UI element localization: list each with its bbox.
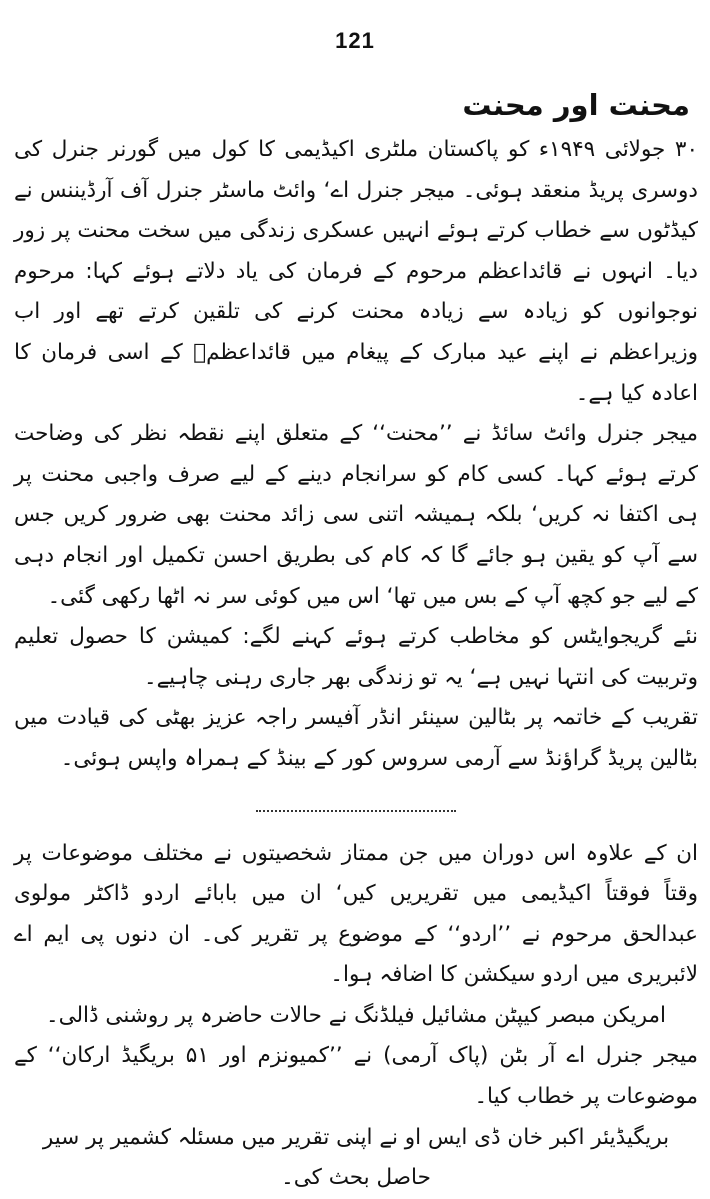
paragraph-graduates-address: نئے گریجوایٹس کو مخاطب کرتے ہوئے کہنے لگے: کمیشن کا حصول تعلیم وتربیت کی انتہا نہیں ہے‘ یہ تو زندگی بھر جاری رہنی چاہیے۔ <box>14 624 698 690</box>
paragraph-white-side-remarks: میجر جنرل وائٹ سائڈ نے ’’محنت‘‘ کے متعلق اپنے نقطہ نظر کی وضاحت کرتے ہوئے کہا۔ کسی کام کو سرانجام دینے کے لیے صرف واجبی محنت پر ہی اکتفا نہ کریں‘ بلکہ ہمیشہ اتنی سی زائد محنت بھی ضرور کریں جس سے آپ کو یقین ہو جائے گا کہ کام کی بطریق احسن تکمیل اور انجام دہی کے لیے جو کچھ آپ کے بس میں تھا‘ اس میں کوئی سر نہ اٹھا رکھی گئی۔ <box>14 421 698 609</box>
paragraph-ceremony-end: تقریب کے خاتمہ پر بٹالین سینئر انڈر آفیسر راجہ عزیز بھٹی کی قیادت میں بٹالین پریڈ گراؤنڈ سے آرمی سروس کور کے بینڈ کے ہمراہ واپس ہوئی۔ <box>14 705 698 771</box>
page-body <box>14 84 698 1199</box>
paragraph-other-speakers: ان کے علاوہ اس دوران میں جن ممتاز شخصیتوں نے مختلف موضوعات پر وقتاً فوقتاً اکیڈیمی میں تقریریں کیں‘ ان میں بابائے اردو ڈاکٹر مولوی عبدالحق مرحوم نے ’’اردو‘‘ کے موضوع پر تقریر کی۔ ان دنوں پی ایم اے لائبریری میں اردو سیکشن کا اضافہ ہوا۔ <box>14 840 698 988</box>
section-divider <box>256 810 456 812</box>
paragraph-parade-1949: ۳۰ جولائی ۱۹۴۹ء کو پاکستان ملٹری اکیڈیمی کا کول میں گورنر جنرل کی دوسری پریڈ منعقد ہوئی۔ میجر جنرل اے‘ وائٹ ماسٹر جنرل آف آرڈیننس نے کیڈٹوں سے خطاب کرتے ہوئے انہیں عسکری زندگی میں سخت محنت پر زور دیا۔ انہوں نے قائداعظم مرحوم کے فرمان کی یاد دلاتے ہوئے کہا: مرحوم نوجوانوں کو زیادہ سے زیادہ محنت کرنے کی تلقین کرتے تھے اور اب وزیراعظم نے اپنے عید مبارک کے پیغام میں قائداعظمؒ کے اسی فرمان کا اعادہ کیا ہے۔ <box>14 137 698 406</box>
paragraph-brigadier-akbar: بریگیڈیئر اکبر خان ڈی ایس او نے اپنی تقریر میں مسئلہ کشمیر پر سیر حاصل بحث کی۔ <box>42 1124 670 1191</box>
page-number: 121 <box>335 28 375 53</box>
section-heading: محنت اور محنت <box>462 88 690 122</box>
paragraph-major-general-button: میجر جنرل اے آر بٹن (پاک آرمی) نے ’’کمیونزم اور ۵۱ بریگیڈ ارکان‘‘ کے موضوعات پر خطاب کیا۔ <box>14 1043 698 1110</box>
paragraph-american-observer: امریکن مبصر کیپٹن مشائیل فیلڈنگ نے حالات حاضرہ پر روشنی ڈالی۔ <box>45 1002 667 1028</box>
